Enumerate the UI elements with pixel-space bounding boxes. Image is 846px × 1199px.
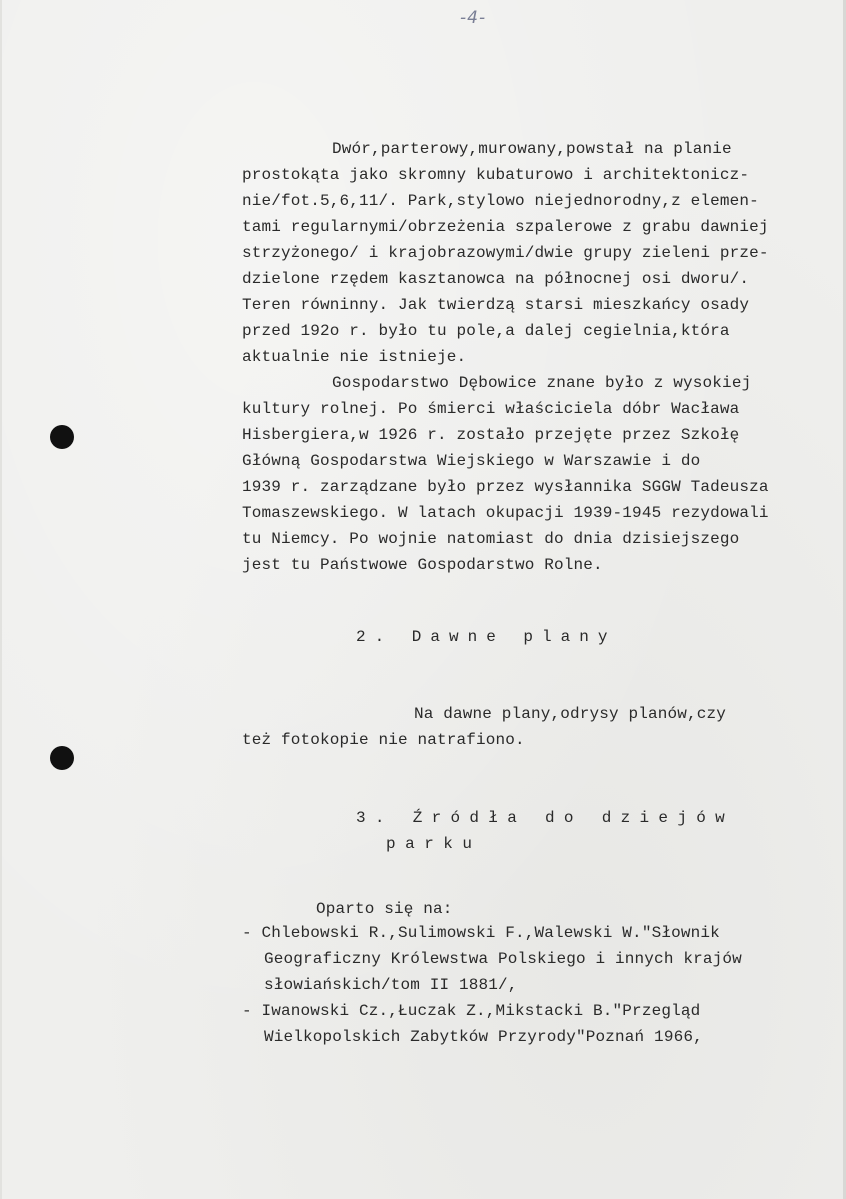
- source-item-continued: słowiańskich/tom II 1881/,: [264, 976, 518, 994]
- text-line: prostokąta jako skromny kubaturowo i architektonicz-: [242, 166, 750, 184]
- source-item-continued: Wielkopolskich Zabytków Przyrody"Poznań 1966,: [264, 1028, 703, 1046]
- punch-hole-bottom: [50, 746, 74, 770]
- section-heading-continued: parku: [386, 835, 482, 853]
- text-line: jest tu Państwowe Gospodarstwo Rolne.: [242, 556, 603, 574]
- text-line: też fotokopie nie natrafiono.: [242, 731, 525, 749]
- source-item: - Chlebowski R.,Sulimowski F.,Walewski W."Słownik: [242, 924, 720, 942]
- text-line: tu Niemcy. Po wojnie natomiast do dnia dzisiejszego: [242, 530, 740, 548]
- text-line: Główną Gospodarstwa Wiejskiego w Warszawie i do: [242, 452, 701, 470]
- text-line: aktualnie nie istnieje.: [242, 348, 467, 366]
- source-item-continued: Geograficzny Królewstwa Polskiego i innych krajów: [264, 950, 742, 968]
- text-line: dzielone rzędem kasztanowca na północnej osi dworu/.: [242, 270, 750, 288]
- text-line: Hisbergiera,w 1926 r. zostało przejęte przez Szkołę: [242, 426, 740, 444]
- punch-hole-top: [50, 425, 74, 449]
- text-line: przed 192o r. było tu pole,a dalej cegielnia,która: [242, 322, 730, 340]
- text-line: Dwór,parterowy,murowany,powstał na planie: [332, 140, 732, 158]
- text-line: Teren równinny. Jak twierdzą starsi mieszkańcy osady: [242, 296, 750, 314]
- text-line: Na dawne plany,odrysy planów,czy: [414, 705, 727, 723]
- page-number: -4-: [460, 8, 487, 28]
- text-line: Gospodarstwo Dębowice znane było z wysokiej: [332, 374, 752, 392]
- text-line: tami regularnymi/obrzeżenia szpalerowe z grabu dawniej: [242, 218, 769, 236]
- section-heading: 2. Dawne plany: [356, 628, 617, 646]
- text-line: strzyżonego/ i krajobrazowymi/dwie grupy zieleni prze-: [242, 244, 769, 262]
- text-line: nie/fot.5,6,11/. Park,stylowo niejednorodny,z elemen-: [242, 192, 759, 210]
- section-heading: 3. Źródła do dziejów: [356, 809, 735, 827]
- text-line: 1939 r. zarządzane było przez wysłannika SGGW Tadeusza: [242, 478, 769, 496]
- source-item: - Iwanowski Cz.,Łuczak Z.,Mikstacki B."Przegląd: [242, 1002, 701, 1020]
- text-line: kultury rolnej. Po śmierci właściciela dóbr Wacława: [242, 400, 740, 418]
- text-line: Tomaszewskiego. W latach okupacji 1939-1945 rezydowali: [242, 504, 769, 522]
- text-line: Oparto się na:: [316, 900, 453, 918]
